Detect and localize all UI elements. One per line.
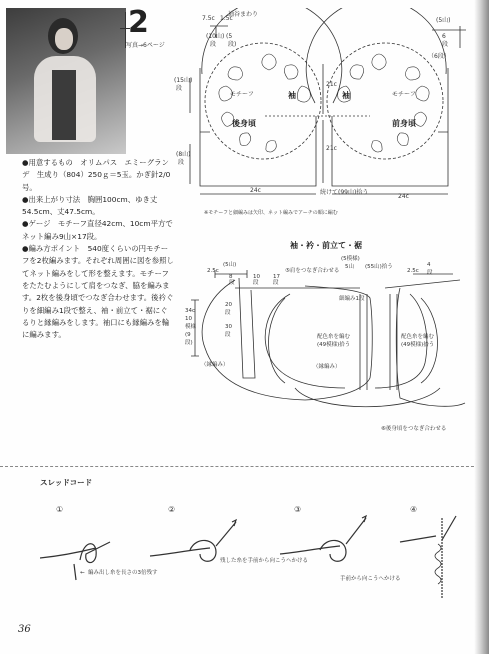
sleeve-label-left: 袖 <box>288 91 296 100</box>
motif-label-left: モチーフ <box>230 91 254 98</box>
dim-21c-bottom: 21c <box>326 145 337 152</box>
front-body-outline <box>332 68 448 186</box>
rows-label-3: (5 <box>226 33 233 40</box>
step-2-note: 残した糸を手前から向こうへかける <box>220 558 309 564</box>
step-2-number: ② <box>168 505 176 514</box>
photo-page-reference: 写真→6ページ <box>126 42 165 49</box>
back-body-outline <box>200 68 316 186</box>
edging-label-1: 2.5c <box>207 268 219 274</box>
materials-line: ●用意するもの オリムパス エミーグランデ 生成り（804）250ｇ＝5玉。かぎ針2/0号。 <box>22 158 171 192</box>
gauge-line: ●ゲージ モチーフ直径42cm、10cm平方でネット編み9山×17段。 <box>22 219 173 241</box>
front-body-label: 前身頃 <box>392 119 416 128</box>
inner-label-1: 配色糸を編む <box>317 334 351 340</box>
edging-label-10: 5山 <box>345 264 354 270</box>
edging-note-right: （縁編み） <box>313 364 341 370</box>
top-right-2: 6 <box>442 33 446 40</box>
edging-label-7: 17 <box>273 274 280 280</box>
right-motif-inner <box>327 43 443 159</box>
rows-label-2: 段 <box>210 41 217 48</box>
thread-cord-title: スレッドコード <box>40 478 93 487</box>
side-label-1: (15山) <box>174 77 193 84</box>
top-right-3: 段 <box>442 41 449 48</box>
step-3-number: ③ <box>294 505 302 514</box>
step-1-note: 編み出し糸を長さの3倍残す <box>88 570 158 576</box>
edging-label-8: 段 <box>273 280 279 286</box>
inner-label-3: 配色糸を編む <box>401 334 435 340</box>
left-motif-inner <box>205 43 321 159</box>
side-label-4: 段 <box>178 159 185 166</box>
size-line: ●出来上がり寸法 胸囲100cm、ゆき丈54.5cm、丈47.5cm。 <box>22 194 158 217</box>
rows-label-4: 段) <box>228 41 237 48</box>
left-dim-4: (9 <box>185 332 191 338</box>
dim-top-left-2: 1.5c <box>220 15 233 22</box>
edging-title: 袖・衿・前立て・裾 <box>290 241 362 250</box>
instructions-line: ●編み方ポイント 540度くらいの円モチーフを2枚編みます。それぞれ周囲に図を参照してネット編みをして形を整えます。モチーフをたたむようにして肩をつなぎ、脇を編みます。2枚を後身頃でつなぎ合わせます。後衿ぐりを細編み1段で整え、袖・前立て・裾にぐるりと縁編みをします。袖口にも縁編みを輪に編みます。 <box>22 244 174 340</box>
materials-text <box>22 157 174 341</box>
step-3-note: 手前から向こうへかける <box>340 576 401 582</box>
width-left: 24c <box>250 187 261 194</box>
top-right-1: (5山) <box>436 17 451 24</box>
left-petals <box>219 54 310 152</box>
edging-label-2: (5山) <box>223 262 237 268</box>
back-body-label: 後身頃 <box>232 119 256 128</box>
left-dim-1: 34c <box>185 308 196 314</box>
top-edge-label: 袖谷まわり <box>228 11 259 18</box>
left-motif-outline <box>202 8 342 103</box>
bottom-pickup-label: 続けて(99山)拾う <box>320 189 369 196</box>
edging-label-3: 8 <box>229 274 233 280</box>
step-4-number: ④ <box>410 505 418 514</box>
diagram-note: ※モチーフと細編みは矢印、ネット編みでアーチの順に編む <box>204 210 338 216</box>
edging-label-13: 4 <box>427 262 431 268</box>
edging-label-5: 10 <box>253 274 260 280</box>
side-label-3: (8山) <box>176 151 191 158</box>
edging-label-11: (55山)拾う <box>365 264 393 270</box>
thread-cord-steps <box>40 500 480 610</box>
edging-diagram <box>185 238 475 438</box>
edging-note-left: （縁編み） <box>201 362 229 368</box>
motif-label-right: モチーフ <box>392 91 416 98</box>
pattern-number: 2 <box>128 5 149 40</box>
section-divider <box>0 466 489 467</box>
sleeve-label-right: 袖 <box>342 91 350 100</box>
step-1-note-a: ← <box>80 570 85 576</box>
edging-label-4: 段 <box>229 280 235 286</box>
model-photo <box>6 8 126 154</box>
side-label-2: 段 <box>176 85 183 92</box>
left-row-4: 段 <box>225 332 231 338</box>
left-row-3: 30 <box>225 324 232 330</box>
width-right: 24c <box>398 193 409 200</box>
page-edge-shadow <box>474 0 489 654</box>
edging-label-14: 段 <box>427 270 433 276</box>
shoulder-connect-label: ⑤肩をつなぎ合わせる <box>285 268 340 274</box>
left-dim-2: 10 <box>185 316 192 322</box>
dim-21c-top: 21c <box>326 81 337 88</box>
edging-label-9: (5模様) <box>341 256 360 262</box>
left-dim-3: 模様 <box>185 324 197 330</box>
edging-label-6: 段 <box>253 280 259 286</box>
rows-label-1: (10山) <box>206 33 225 40</box>
step-1-number: ① <box>56 505 64 514</box>
edging-label-12: 2.5c <box>407 268 419 274</box>
right-petals <box>338 54 429 152</box>
motif-diagram <box>170 8 474 244</box>
back-connect-label: ⑥後身頃をつなぎ合わせる <box>381 426 447 432</box>
left-row-2: 段 <box>225 310 231 316</box>
right-motif-outline <box>306 8 449 103</box>
left-dim-5: 段) <box>185 340 193 346</box>
page-number: 36 <box>18 624 31 635</box>
left-row-1: 20 <box>225 302 232 308</box>
top-right-4: （6段） <box>428 53 450 60</box>
center-edge-label: 細編み1段 <box>339 296 365 302</box>
inner-label-2: (49模様)拾う <box>317 342 351 348</box>
inner-label-4: (49模様)拾う <box>401 342 435 348</box>
dim-top-left: 7.5c <box>202 15 215 22</box>
